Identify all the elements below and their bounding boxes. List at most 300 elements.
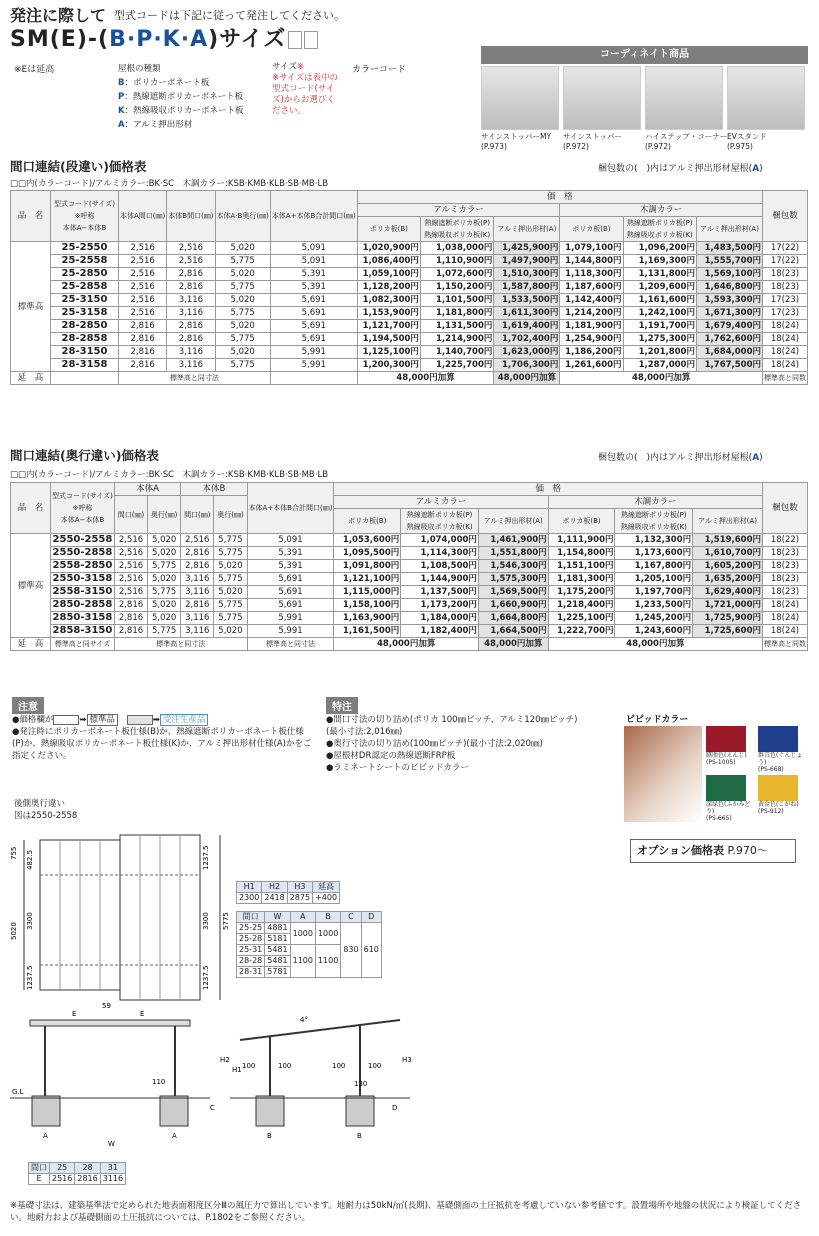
dim-label: C: [210, 1104, 215, 1112]
table-cell: 2850-3158: [51, 612, 115, 625]
table-row: [11, 612, 808, 625]
table-cell: 1,225,700円: [420, 359, 493, 372]
table-cell: 1,114,300円: [401, 547, 479, 560]
table-cell: 1,497,900円: [494, 255, 560, 268]
vivid-color-swatch: 群青色(ぐんじょう) (PS-668): [758, 726, 808, 773]
dim-label: 755: [10, 846, 18, 860]
table-cell: 1,038,000円: [420, 242, 493, 255]
table-cell: 2,516: [119, 281, 167, 294]
dim-row: 28-31 5781: [237, 967, 382, 978]
dim-label: 1237.5: [202, 965, 210, 990]
table-cell: 2,816: [119, 359, 167, 372]
table-cell: 1,072,600円: [420, 268, 493, 281]
dim-label: E: [140, 1010, 145, 1018]
dim-label: H2: [220, 1056, 230, 1064]
dim-row: 25-28 5181: [237, 934, 382, 945]
feature-item: ●奥行寸法の切り詰め(100㎜ピッチ)(最小寸法:2,020㎜): [326, 739, 543, 749]
table-cell: 18(23): [763, 268, 808, 281]
table-cell: 25-3158: [51, 307, 119, 320]
table-cell: 2,516: [119, 294, 167, 307]
table-cell: 1,079,100円: [560, 242, 623, 255]
table-cell: 5,775: [148, 560, 181, 573]
table-cell: 18(24): [763, 599, 808, 612]
feature-item: (最小寸法:2,016㎜): [326, 727, 403, 737]
table-cell: 1,132,300円: [615, 534, 693, 547]
table1-title: 間口連結(段違い)価格表: [10, 159, 147, 174]
table-cell: 1,664,500円: [478, 625, 548, 638]
table-cell: 5,775: [148, 625, 181, 638]
table-cell: 3,116: [167, 294, 215, 307]
vivid-color-swatch: 臙脂色(えんじ) (PS-1005): [706, 726, 756, 766]
table-cell: 2,516: [119, 242, 167, 255]
table-cell: 2550-3158: [51, 573, 115, 586]
table-cell: 1,664,800円: [478, 612, 548, 625]
table-cell: 3,116: [167, 346, 215, 359]
table-cell: 1,181,800円: [420, 307, 493, 320]
table-row-ext: 延 高 標準高と同寸法 48,000円加算 48,000円加算 48,000円加算 標準高と同数: [11, 372, 808, 385]
table-row: [11, 320, 808, 333]
table-cell: 1,546,300円: [478, 560, 548, 573]
table-cell: 5,020: [215, 320, 270, 333]
dim-label: 4°: [300, 1016, 308, 1024]
product-caption: サインストッパー (P.972): [563, 132, 623, 151]
table-cell: 1,142,400円: [560, 294, 623, 307]
table-cell: 1,175,200円: [548, 586, 615, 599]
price-table-2: 品 名 型式コード(サイズ) ※呼称 本体A−本体B 本体A 本体B 本体A+本体B合計間口(㎜) 価 格 梱包数 間口(㎜) 奥行(㎜) 間口(㎜) 奥行(㎜) アルミカラー 木調カラー ポリカ板(B) 熱線遮断ポリカ板(P) 熱線吸収ポリカ板(K) アルミ押出形材(A) ポリカ板(B) 熱線遮断ポリカ板(P) 熱線吸収ポリカ板(K) アルミ押出形材(A) 標準高 2550-2558 2,516 5,020 2,516 5,775 5,091 1,053,600円 1,074,000円 1,461,900円 1,111,900円 1,132,300円 1,519,600円 18(22) 2550-2858 2,516 5,020 2,816 5,775 5,391 1,095,500円 1,114,300円 1,551,800円 1,154,800円 1,173,600円 1,610,700円 18(23) 2558-2850 2,516 5,775 2,816 5,020 5,391 1,091,800円 1,108,500円 1,546,300円 1,151,100円 1,167,800円 1,605,200円 18(23) 2550-3158 2,516 5,020 3,116 5,775 5,691 1,121,100円 1,144,900円 1,575,300円 1,181,300円 1,205,100円 1,635,200円 18(23) 2558-3150 2,516 5,775 3,116 5,020 5,691 1,115,000円 1,137,500円 1,569,500円 1,175,200円 1,197,700円 1,629,400円 18(23) 2850-2858 2,816 5,020 2,816 5,775 5,691 1,158,100円 1,173,200円 1,660,900円 1,218,400円 1,233,500円 1,721,000円 18(24) 2850-3158 2,816 5,020 3,116 5,775 5,991 1,163,900円 1,184,000円 1,664,800円 1,225,100円 1,245,200円 1,725,900円 18(24) 2858-3150 2,816 5,775 3,116 5,020 5,991 1,161,500円 1,182,400円 1,664,500円 1,222,700円 1,243,600円 1,725,600円 18(24) 延 高 標準高と同サイズ 標準高と同寸法 標準高と同寸法 48,000円加算 48,000円加算 48,000円加算 標準高と同数: [10, 482, 808, 651]
product-image: [563, 66, 641, 130]
dim-row: 25-25 4881 1000 1000 830 610: [237, 923, 382, 934]
table-cell: 1,096,200円: [623, 242, 696, 255]
table-cell: 18(24): [763, 625, 808, 638]
table-cell: 2,516: [114, 573, 147, 586]
table-cell: 1,243,600円: [615, 625, 693, 638]
product-caption: サインストッパーMY (P.973): [481, 132, 552, 151]
table-cell: 2558-2850: [51, 560, 115, 573]
table-cell: 1,233,500円: [615, 599, 693, 612]
table-row: [11, 333, 808, 346]
table-cell: 1,629,400円: [693, 586, 763, 599]
table-cell: 18(23): [763, 586, 808, 599]
table-cell: 1,222,700円: [548, 625, 615, 638]
table-cell: 5,020: [215, 294, 270, 307]
table-cell: 2,816: [119, 333, 167, 346]
table-cell: 5,020: [215, 242, 270, 255]
table-cell: 18(23): [763, 547, 808, 560]
h-table: H1 H2 H3 延高 2300 2418 2875 +400: [236, 881, 340, 904]
table-cell: 5,391: [270, 268, 357, 281]
table-cell: 1,619,400円: [494, 320, 560, 333]
table-cell: 1,173,600円: [615, 547, 693, 560]
row-group-label: 標準高: [11, 242, 51, 372]
table-row: [11, 307, 808, 320]
product-image: [727, 66, 805, 130]
product-caption: ハイステップ・コーナー (P.972): [645, 132, 728, 151]
table-cell: 3,116: [181, 612, 214, 625]
dim-label: D: [392, 1104, 398, 1112]
table-row: [11, 586, 808, 599]
table-cell: 3,116: [181, 625, 214, 638]
table-cell: 1,611,300円: [494, 307, 560, 320]
table-cell: 5,775: [214, 612, 247, 625]
page-title: 発注に際して: [10, 6, 107, 25]
table1-sub: □□内(カラーコード)/アルミカラー:BK·SC 木調カラー:KSB·KMB·KLB·SB·MB·LB: [10, 179, 329, 189]
dim-label: 100: [242, 1062, 256, 1070]
table-row: [11, 560, 808, 573]
table-cell: 1,587,800円: [494, 281, 560, 294]
table-cell: 1,144,800円: [560, 255, 623, 268]
table-cell: 5,091: [270, 255, 357, 268]
table-cell: 1,646,800円: [696, 281, 762, 294]
table-cell: 5,691: [270, 333, 357, 346]
roof-type-item: B：ポリカーボネート板: [118, 78, 210, 88]
table-cell: 1,131,800円: [623, 268, 696, 281]
table-cell: 1,184,000円: [401, 612, 479, 625]
dim-row: 25-31 5481 1100 1100: [237, 945, 382, 956]
roof-type-item: A：アルミ押出形材: [118, 120, 193, 130]
table-cell: 1,660,900円: [478, 599, 548, 612]
table-cell: 1,053,600円: [334, 534, 401, 547]
table-cell: 18(22): [763, 534, 808, 547]
table-cell: 3,116: [167, 307, 215, 320]
table-cell: 1,137,500円: [401, 586, 479, 599]
table-cell: 5,691: [270, 307, 357, 320]
table-cell: 2,516: [114, 586, 147, 599]
table-cell: 5,691: [247, 573, 334, 586]
table-cell: 1,510,300円: [494, 268, 560, 281]
table-cell: 5,691: [247, 599, 334, 612]
page-subtitle: 型式コードは下記に従って発注してください。: [114, 9, 345, 22]
footer-note: ※基礎寸法は、建築基準法で定められた地表面粗度区分Ⅲの風圧力で算出しています。地耐力は50kN/㎡(長期)、基礎側面の土圧抵抗を考慮していない参考値です。設置場所や地盤の状況により検証してください。地耐力および基礎側面の土圧抵抗については、P.1802をご参照ください。: [10, 1201, 802, 1223]
dim-label: B: [357, 1132, 362, 1140]
dim-label: 3300: [26, 912, 34, 930]
table-cell: 1,725,900円: [693, 612, 763, 625]
table-row: [11, 599, 808, 612]
table-cell: 1,115,000円: [334, 586, 401, 599]
dim-label: 59: [102, 1002, 111, 1010]
color-code-label: カラーコード: [352, 65, 407, 75]
table-cell: 5,020: [215, 346, 270, 359]
feature-item: ●間口寸法の切り詰め(ポリカ 100㎜ピッチ、アルミ120㎜ピッチ): [326, 715, 578, 725]
table-cell: 5,775: [214, 547, 247, 560]
table-cell: 5,775: [214, 534, 247, 547]
vivid-color-swatch: 深緑色(ふかみどり) (PS-665): [706, 775, 756, 822]
table-cell: 18(23): [763, 281, 808, 294]
table-cell: 5,020: [214, 560, 247, 573]
table-cell: 2550-2558: [51, 534, 115, 547]
table-cell: 1,154,800円: [548, 547, 615, 560]
table-cell: 28-3158: [51, 359, 119, 372]
table-cell: 5,691: [270, 294, 357, 307]
table-cell: 1,059,100円: [357, 268, 420, 281]
table-cell: 17(22): [763, 242, 808, 255]
table-cell: 18(24): [763, 320, 808, 333]
table-cell: 2,516: [114, 560, 147, 573]
table-cell: 28-3150: [51, 346, 119, 359]
table-cell: 25-2858: [51, 281, 119, 294]
roof-type-item: K：熱線吸収ポリカーボネート板: [118, 106, 244, 116]
table-cell: 5,391: [270, 281, 357, 294]
table-cell: 1,121,100円: [334, 573, 401, 586]
features-label: 特注: [326, 697, 358, 714]
size-note: サイズ※ ※サイズは表中の型式コード(サイズ)からお選びください。: [272, 62, 338, 116]
table-cell: 1,167,800円: [615, 560, 693, 573]
table-cell: 5,020: [215, 268, 270, 281]
dim-row: 28-28 5481: [237, 956, 382, 967]
table-cell: 1,725,600円: [693, 625, 763, 638]
table-cell: 5,991: [270, 359, 357, 372]
table-cell: 2,816: [119, 346, 167, 359]
table-cell: 1,128,200円: [357, 281, 420, 294]
table-cell: 5,691: [270, 320, 357, 333]
table-cell: 1,575,300円: [478, 573, 548, 586]
table-cell: 2550-2858: [51, 547, 115, 560]
dim-label: 1237.5: [202, 845, 210, 870]
vivid-color-swatch: 黄金色(こがね) (PS-912): [758, 775, 808, 815]
table-cell: 5,775: [215, 255, 270, 268]
model-letters: B·P·K·A: [109, 27, 209, 52]
table-cell: 5,391: [247, 560, 334, 573]
vivid-title: ビビッドカラー: [626, 715, 689, 725]
dim-label: 100: [332, 1062, 346, 1070]
table-cell: 5,775: [214, 599, 247, 612]
table-row: [11, 573, 808, 586]
table-cell: 5,775: [214, 573, 247, 586]
table-cell: 5,020: [148, 547, 181, 560]
table-cell: 25-2850: [51, 268, 119, 281]
table-cell: 2,516: [181, 534, 214, 547]
table-cell: 1,671,300円: [696, 307, 762, 320]
table-cell: 1,635,200円: [693, 573, 763, 586]
table-cell: 5,775: [215, 359, 270, 372]
table-cell: 25-2550: [51, 242, 119, 255]
table-row: [11, 242, 808, 255]
dim-label: 5020: [10, 922, 18, 940]
table-row: [11, 294, 808, 307]
table-cell: 2,516: [119, 307, 167, 320]
table-cell: 1,082,300円: [357, 294, 420, 307]
table-cell: 17(23): [763, 307, 808, 320]
table-cell: 1,425,900円: [494, 242, 560, 255]
table-cell: 2,816: [181, 560, 214, 573]
table-cell: 2,816: [114, 612, 147, 625]
elevation-drawing: [10, 1000, 420, 1150]
table-cell: 3,116: [181, 586, 214, 599]
table-cell: 5,691: [247, 586, 334, 599]
table-cell: 17(22): [763, 255, 808, 268]
dim-label: 100: [278, 1062, 292, 1070]
table-cell: 2,816: [114, 625, 147, 638]
table-cell: 1,483,500円: [696, 242, 762, 255]
table-cell: 1,181,900円: [560, 320, 623, 333]
table-cell: 1,214,900円: [420, 333, 493, 346]
table-cell: 1,209,600円: [623, 281, 696, 294]
table-cell: 1,173,200円: [401, 599, 479, 612]
table-cell: 1,254,900円: [560, 333, 623, 346]
vivid-photo: [624, 726, 702, 822]
table-cell: 1,169,300円: [623, 255, 696, 268]
table-cell: 18(24): [763, 346, 808, 359]
table-cell: 5,020: [148, 534, 181, 547]
table-cell: 1,605,200円: [693, 560, 763, 573]
table-cell: 1,287,000円: [623, 359, 696, 372]
table-cell: 1,086,400円: [357, 255, 420, 268]
dim-label: W: [108, 1140, 115, 1148]
table-cell: 2,516: [167, 242, 215, 255]
table-cell: 1,118,300円: [560, 268, 623, 281]
table-cell: 1,569,500円: [478, 586, 548, 599]
table-cell: 1,569,100円: [696, 268, 762, 281]
table-cell: 2850-2858: [51, 599, 115, 612]
diagram-caption: 後側奥行違い 図は2550-2558: [14, 799, 78, 821]
table-cell: 1,158,100円: [334, 599, 401, 612]
dim-label: 3300: [202, 912, 210, 930]
table-cell: 2,516: [167, 255, 215, 268]
table-cell: 2,816: [119, 320, 167, 333]
table-cell: 1,074,000円: [401, 534, 479, 547]
table-cell: 1,225,100円: [548, 612, 615, 625]
table-cell: 5,775: [215, 307, 270, 320]
table-cell: 5,020: [148, 612, 181, 625]
table-cell: 28-2850: [51, 320, 119, 333]
model-code: SM(E)-(B·P·K·A)サイズ: [10, 22, 318, 53]
table2-sub: □□内(カラーコード)/アルミカラー:BK·SC 木調カラー:KSB·KMB·KLB·SB·MB·LB: [10, 470, 329, 480]
e-table: 間口 25 28 31 E 2516 2816 3116: [28, 1162, 126, 1185]
table-cell: 2,816: [167, 281, 215, 294]
table-cell: 1,197,700円: [615, 586, 693, 599]
table-cell: 5,020: [148, 599, 181, 612]
color-box: [304, 31, 318, 49]
table-cell: 1,245,200円: [615, 612, 693, 625]
table-cell: 2,816: [167, 333, 215, 346]
table-cell: 1,533,500円: [494, 294, 560, 307]
table-cell: 5,020: [214, 625, 247, 638]
dim-label: 1237.5: [26, 965, 34, 990]
table-cell: 1,151,100円: [548, 560, 615, 573]
product-image: [645, 66, 723, 130]
table-cell: 5,020: [148, 573, 181, 586]
table-cell: 1,153,900円: [357, 307, 420, 320]
roof-type-item: P：熱線遮断ポリカーボネート板: [118, 92, 244, 102]
option-price-button[interactable]: オプション価格表 P.970〜: [630, 839, 796, 863]
table-cell: 2558-3150: [51, 586, 115, 599]
table-cell: 1,121,700円: [357, 320, 420, 333]
dim-label: B: [267, 1132, 272, 1140]
pack-note: 梱包数の( )内はアルミ押出形材屋根(A): [598, 164, 763, 174]
table-cell: 1,679,400円: [696, 320, 762, 333]
table-cell: 1,762,600円: [696, 333, 762, 346]
table-cell: 25-2558: [51, 255, 119, 268]
table-cell: 1,161,600円: [623, 294, 696, 307]
table-cell: 1,187,600円: [560, 281, 623, 294]
table-cell: 1,111,900円: [548, 534, 615, 547]
table-cell: 2,516: [119, 255, 167, 268]
table-cell: 18(24): [763, 612, 808, 625]
table-cell: 1,261,600円: [560, 359, 623, 372]
features-list: [326, 714, 616, 774]
product-caption: EVスタンド (P.975): [727, 132, 767, 151]
table-cell: 18(24): [763, 359, 808, 372]
table-cell: 1,275,300円: [623, 333, 696, 346]
table-cell: 1,555,700円: [696, 255, 762, 268]
table-cell: 1,110,900円: [420, 255, 493, 268]
table-cell: 1,242,100円: [623, 307, 696, 320]
table-cell: 2,816: [114, 599, 147, 612]
table2-title: 間口連結(奥行違い)価格表: [10, 448, 159, 463]
table-cell: 1,610,700円: [693, 547, 763, 560]
vivid-colors: [706, 726, 810, 824]
table-row: [11, 281, 808, 294]
table-cell: 1,181,300円: [548, 573, 615, 586]
color-box: [288, 31, 302, 49]
table-cell: 1,020,900円: [357, 242, 420, 255]
table-cell: 2,516: [114, 547, 147, 560]
table-row: [11, 625, 808, 638]
table-cell: 1,108,500円: [401, 560, 479, 573]
table-cell: 17(23): [763, 294, 808, 307]
table-cell: 2,816: [181, 599, 214, 612]
dim-label: 110: [152, 1078, 166, 1086]
feature-item: ●ラミネートシートのビビッドカラー: [326, 763, 469, 773]
caution-text: ●価格欄が ➡ 標準品 ➡ 受注生産品 ●発注時にポリカーボネート板仕様(B)か、熱線遮断ポリカーボネート板仕様(P)か、熱線吸収ポリカーボネート板仕様(K)か、アルミ押出形材仕様(A)かをご指定ください。: [12, 715, 312, 761]
table-cell: 1,140,700円: [420, 346, 493, 359]
table-cell: 1,201,800円: [623, 346, 696, 359]
table-cell: 1,161,500円: [334, 625, 401, 638]
table-row: [11, 268, 808, 281]
table-cell: 5,775: [215, 333, 270, 346]
table-cell: 5,391: [247, 547, 334, 560]
table-cell: 1,131,500円: [420, 320, 493, 333]
table-cell: 2,516: [119, 268, 167, 281]
table-cell: 1,551,800円: [478, 547, 548, 560]
table-cell: 1,186,200円: [560, 346, 623, 359]
table-row: [11, 547, 808, 560]
table-cell: 1,706,300円: [494, 359, 560, 372]
table-cell: 2,516: [114, 534, 147, 547]
table-cell: 1,205,100円: [615, 573, 693, 586]
table-cell: 1,214,200円: [560, 307, 623, 320]
dim-label: E: [72, 1010, 77, 1018]
table-cell: 1,091,800円: [334, 560, 401, 573]
table-cell: 1,163,900円: [334, 612, 401, 625]
dim-label: H1: [232, 1066, 242, 1074]
roof-types: 屋根の種類 B：ポリカーボネート板 P：熱線遮断ポリカーボネート板 K：熱線吸収ポリカーボネート板 A：アルミ押出形材: [118, 64, 244, 130]
feature-item: ●屋根材DR認定の熱線遮断FRP板: [326, 751, 456, 761]
table-cell: 28-2858: [51, 333, 119, 346]
table-cell: 5,991: [247, 625, 334, 638]
table-cell: 1,200,300円: [357, 359, 420, 372]
roof-list: [118, 76, 244, 132]
table-row: [11, 346, 808, 359]
table-cell: 2,816: [167, 320, 215, 333]
table-cell: 5,991: [247, 612, 334, 625]
table-cell: 5,091: [270, 242, 357, 255]
table-cell: 1,191,700円: [623, 320, 696, 333]
caution-label: 注意: [12, 697, 44, 714]
dim-label: A: [43, 1132, 48, 1140]
table-cell: 18(24): [763, 333, 808, 346]
dim-label: 5775: [222, 912, 230, 930]
table-cell: 1,150,200円: [420, 281, 493, 294]
price-table-1: 品 名 型式コード(サイズ) ※呼称 本体A−本体B 本体A間口(㎜) 本体B間口(㎜) 本体A·B奥行(㎜) 本体A+本体B合計間口(㎜) 価 格 梱包数 アルミカラー 木調カラー ポリカ板(B) 熱線遮断ポリカ板(P) 熱線吸収ポリカ板(K) アルミ押出形材(A) ポリカ板(B) 熱線遮断ポリカ板(P) 熱線吸収ポリカ板(K) アルミ押出形材(A) 標準高 25-2550 2,516 2,516 5,020 5,091 1,020,900円 1,038,000円 1,425,900円 1,079,100円 1,096,200円 1,483,500円 17(22) 25-2558 2,516 2,516 5,775 5,091 1,086,400円 1,110,900円 1,497,900円 1,144,800円 1,169,300円 1,555,700円 17(22) 25-2850 2,516 2,816 5,020 5,391 1,059,100円 1,072,600円 1,510,300円 1,118,300円 1,131,800円 1,569,100円 18(23) 25-2858 2,516 2,816 5,775 5,391 1,128,200円 1,150,200円 1,587,800円 1,187,600円 1,209,600円 1,646,800円 18(23) 25-3150 2,516 3,116 5,020 5,691 1,082,300円 1,101,500円 1,533,500円 1,142,400円 1,161,600円 1,593,300円 17(23) 25-3158 2,516 3,116 5,775 5,691 1,153,900円 1,181,800円 1,611,300円 1,214,200円 1,242,100円 1,671,300円 17(23) 28-2850 2,816 2,816 5,020 5,691 1,121,700円 1,131,500円 1,619,400円 1,181,900円 1,191,700円 1,679,400円 18(24) 28-2858 2,816 2,816 5,775 5,691 1,194,500円 1,214,900円 1,702,400円 1,254,900円 1,275,300円 1,762,600円 18(24) 28-3150 2,816 3,116 5,020 5,991 1,125,100円 1,140,700円 1,623,000円 1,186,200円 1,201,800円 1,684,000円 18(24) 28-3158 2,816 3,116 5,775 5,991 1,200,300円 1,225,700円 1,706,300円 1,261,600円 1,287,000円 1,767,500円 18(24) 延 高 標準高と同寸法 48,000円加算 48,000円加算 48,000円加算 標準高と同数: [10, 190, 808, 385]
table-cell: 1,218,400円: [548, 599, 615, 612]
table-cell: 3,116: [181, 573, 214, 586]
table-cell: 1,623,000円: [494, 346, 560, 359]
dim-label: 100: [368, 1062, 382, 1070]
table-cell: 1,519,600円: [693, 534, 763, 547]
table-cell: 5,775: [148, 586, 181, 599]
table-cell: 5,775: [215, 281, 270, 294]
table-cell: 1,095,500円: [334, 547, 401, 560]
